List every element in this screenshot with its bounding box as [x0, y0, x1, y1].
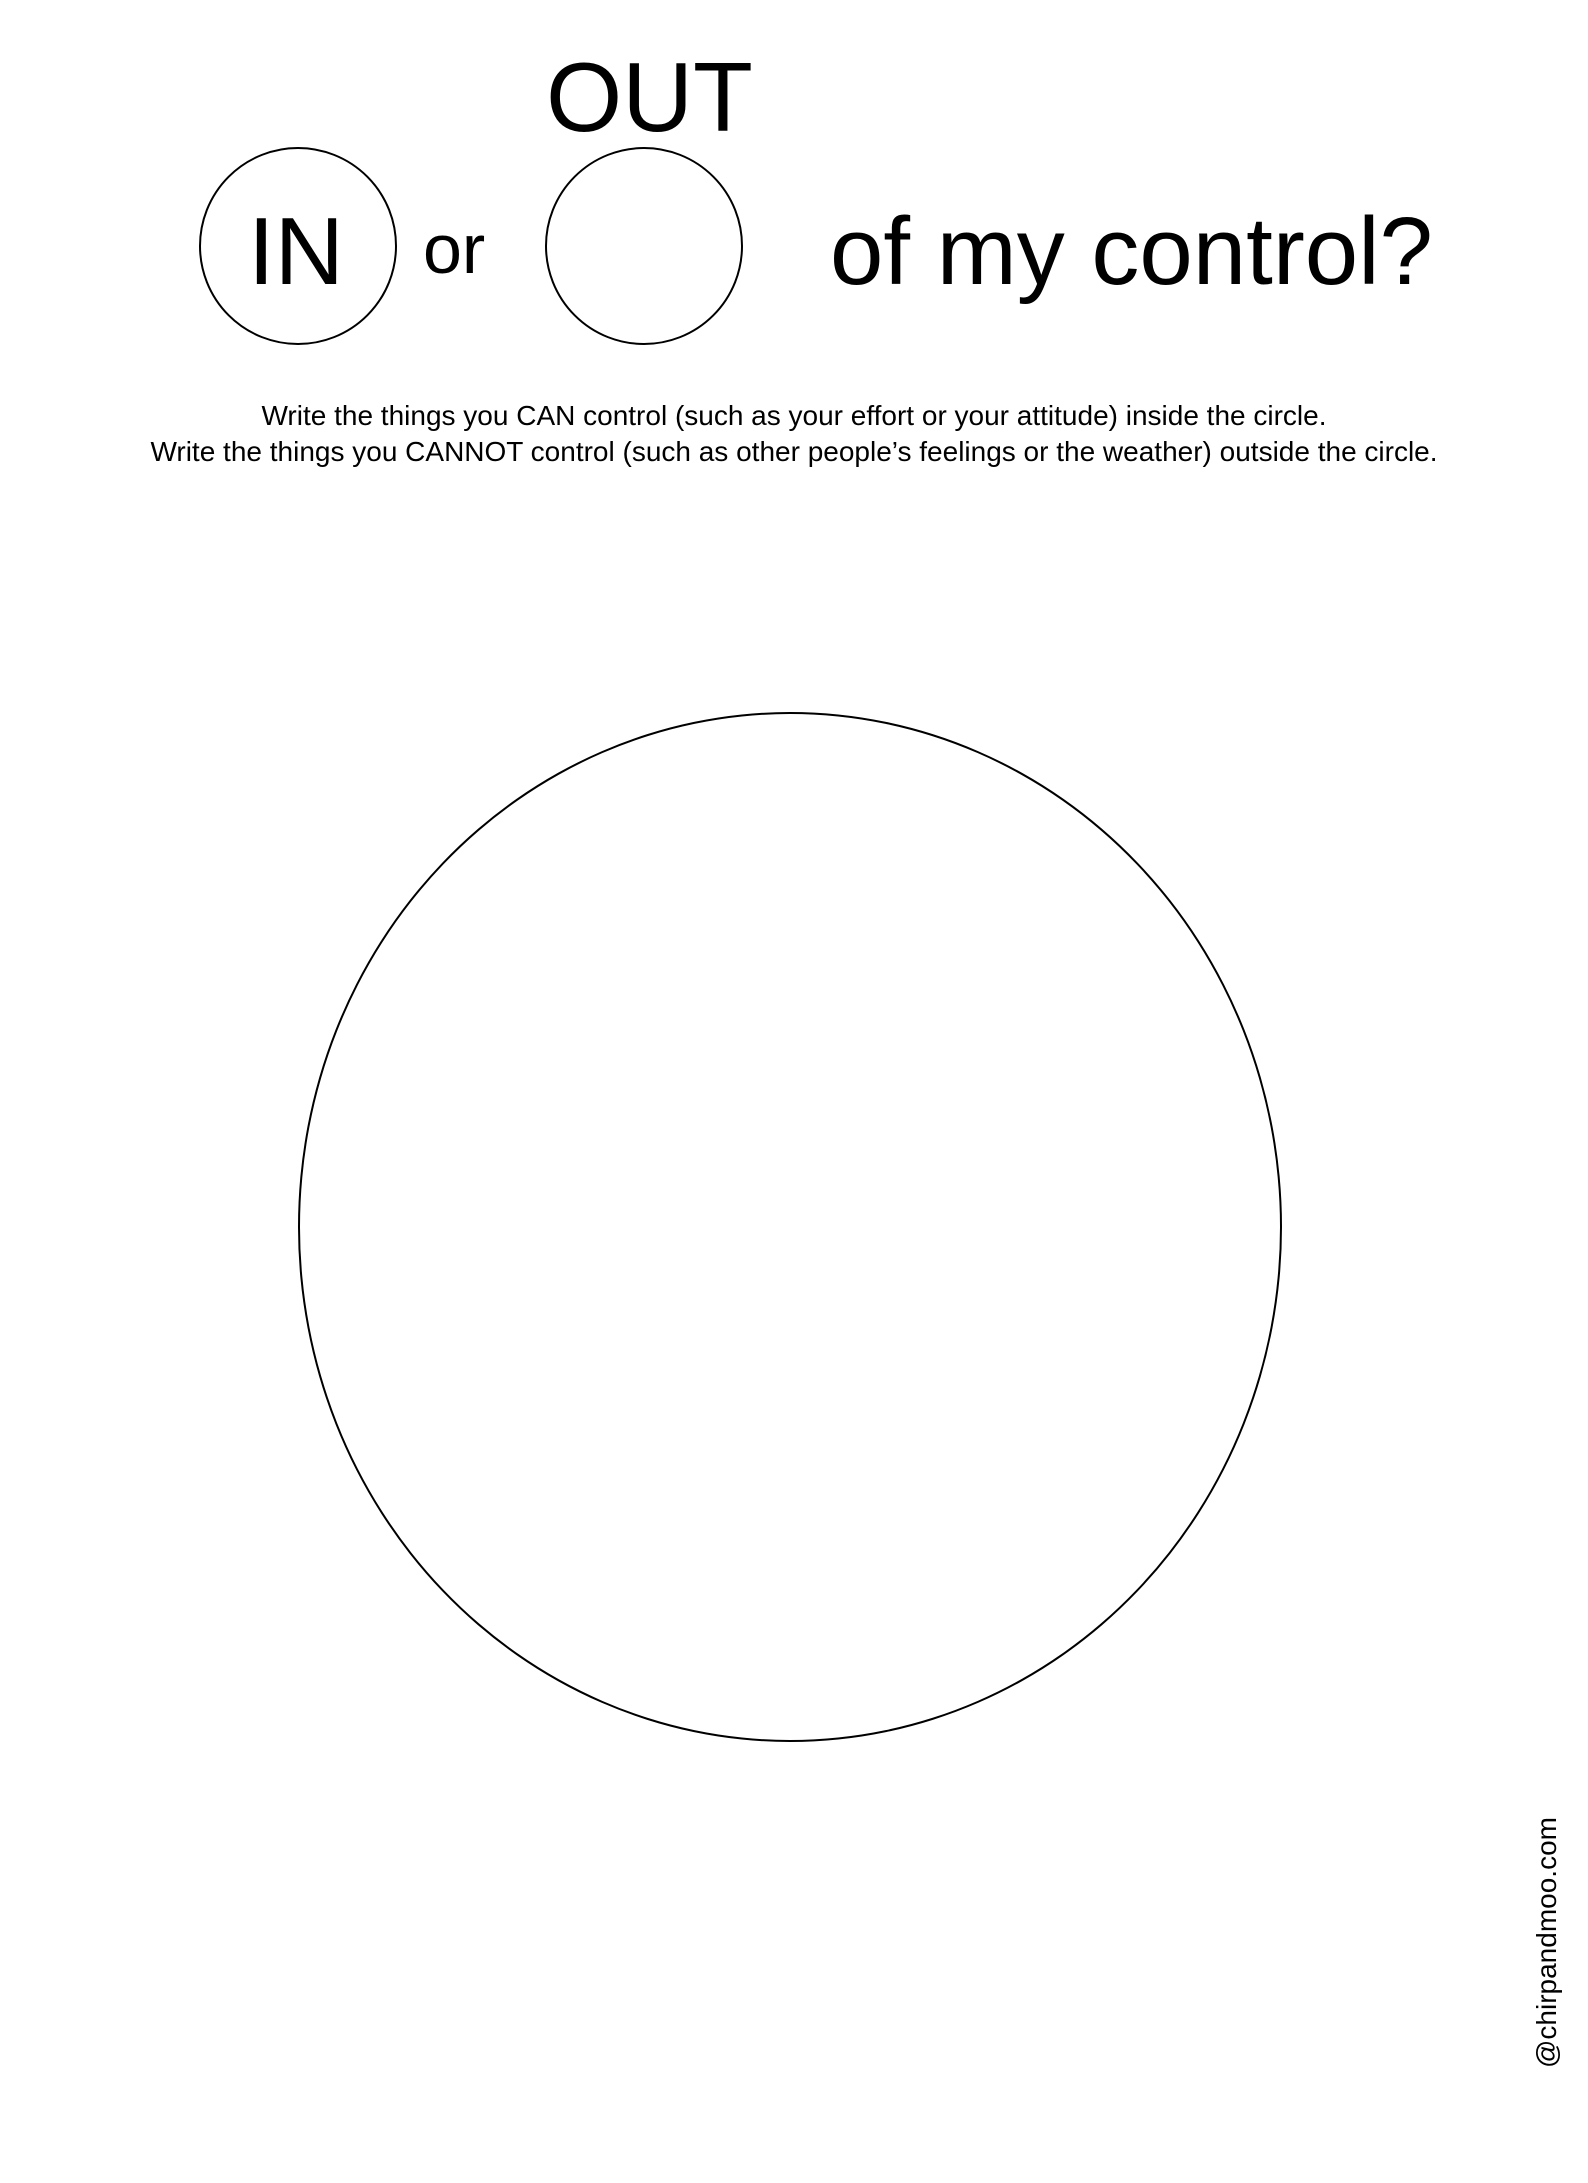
instruction-line-cannot: Write the things you CANNOT control (such as other people’s feelings or the weather) outside the circle.	[150, 436, 1438, 467]
title-rest: of my control?	[830, 198, 1433, 305]
title-or-word: or	[423, 210, 486, 288]
instructions	[0, 398, 1588, 470]
worksheet-header	[0, 0, 1588, 360]
instruction-line-can: Write the things you CAN control (such as your effort or your attitude) inside the circle.	[261, 400, 1327, 431]
credit-text: @chirpandmoo.com	[1531, 1817, 1562, 2068]
control-circle	[298, 712, 1282, 1742]
title-out-word: OUT	[546, 42, 753, 152]
title-in-word: IN	[248, 198, 344, 305]
out-circle	[545, 147, 743, 345]
